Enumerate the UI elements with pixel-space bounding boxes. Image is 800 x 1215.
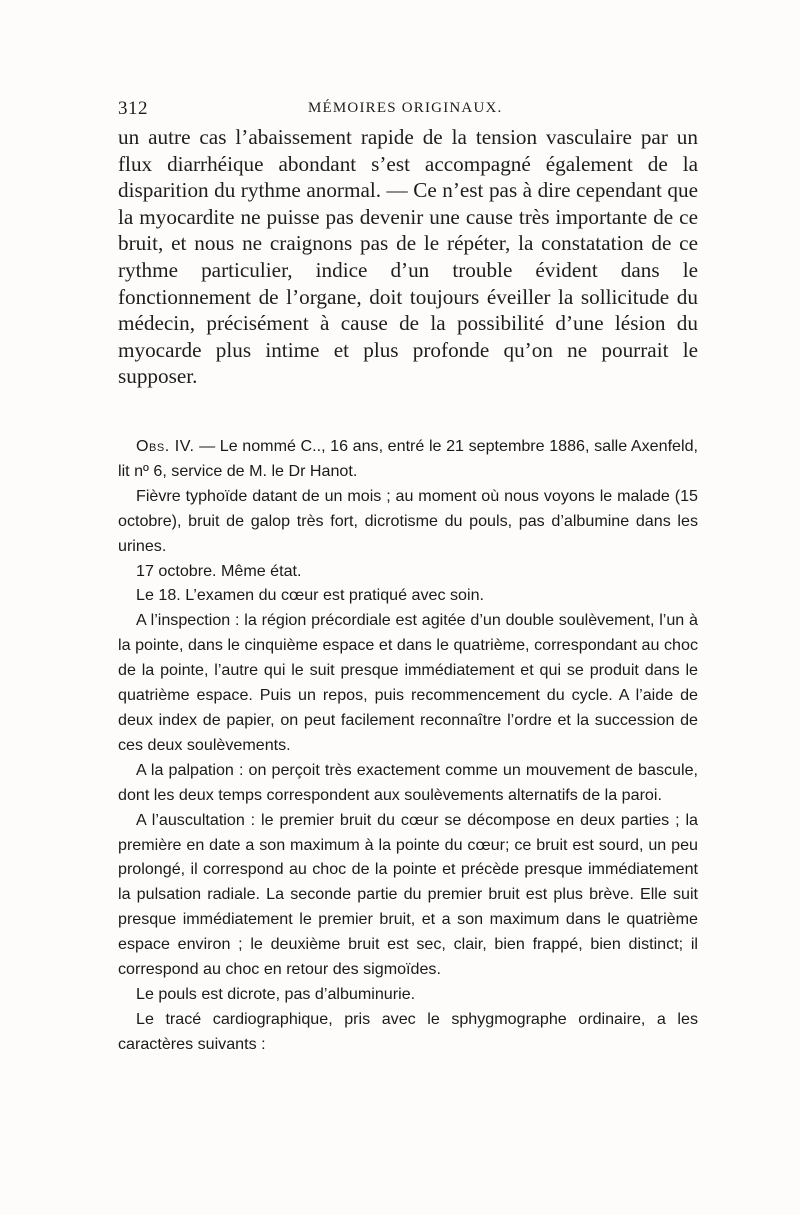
observation-paragraph: Le 18. L’examen du cœur est pratiqué avec soin.	[136, 586, 485, 605]
observation-paragraph: Le pouls est dicrote, pas d’albuminurie.	[136, 984, 416, 1003]
observation-paragraph: A la palpation : on perçoit très exactement comme un mouvement de bascule, dont les deux temps correspondent aux soulèvements alternatifs de la paroi.	[118, 760, 698, 804]
running-head: MÉMOIRES ORIGINAUX.	[308, 100, 503, 116]
page-number: 312	[118, 98, 148, 119]
page-header	[118, 98, 698, 124]
observation-heading	[118, 434, 698, 484]
observation-intro: — Le nommé C.., 16 ans, entré le 21 septembre 1886, salle Axenfeld, lit nº 6, service de M. le Dr Hanot.	[118, 437, 698, 480]
observation-section	[118, 434, 698, 1057]
observation-label: Obs. IV.	[136, 437, 195, 455]
body-paragraph: un autre cas l’abaissement rapide de la tension vasculaire par un flux diarrhéique abondant s’est accompagné également de la disparition du rythme anormal. — Ce n’est pas à dire cependant que la myocardite ne puisse pas devenir une cause très importante de ce bruit, et nous ne craignons pas de le répéter, la constatation de ce rythme particulier, indice d’un trouble évident dans le fonctionnement de l’organe, doit toujours éveiller la sollicitude du médecin, précisément à cause de la possibilité d’une lésion du myocarde plus intime et plus profonde qu’on ne pourrait le supposer.	[118, 125, 698, 389]
observation-paragraph: A l’auscultation : le premier bruit du cœur se décompose en deux parties ; la première en date a son maximum à la pointe du cœur; ce bruit est sourd, un peu prolongé, il correspond au choc de la pointe et précède presque immédiatement la pulsation radiale. La seconde partie du premier bruit est plus brève. Elle suit presque immédiatement le premier bruit, et a son maximum dans le quatrième espace environ ; le deuxième bruit est sec, clair, bien frappé, bien distinct; il correspond au choc en retour des sigmoïdes.	[118, 810, 698, 979]
observation-paragraph: A l’inspection : la région précordiale est agitée d’un double soulèvement, l’un à la pointe, dans le cinquième espace et dans le quatrième, correspondant au choc de la pointe, l’autre qui le suit presque immédiatement et qui se produit dans le quatrième espace. Puis un repos, puis recommencement du cycle. A l’aide de deux index de papier, on peut facilement reconnaître l’ordre et la succession de ces deux soulèvements.	[118, 611, 698, 754]
observation-paragraph: Le tracé cardiographique, pris avec le sphygmographe ordinaire, a les caractères suivants :	[118, 1009, 698, 1053]
observation-paragraph: Fièvre typhoïde datant de un mois ; au moment où nous voyons le malade (15 octobre), bruit de galop très fort, dicrotisme du pouls, pas d’albumine dans les urines.	[118, 486, 698, 555]
observation-paragraph: 17 octobre. Même état.	[136, 561, 302, 580]
main-text	[118, 124, 698, 390]
